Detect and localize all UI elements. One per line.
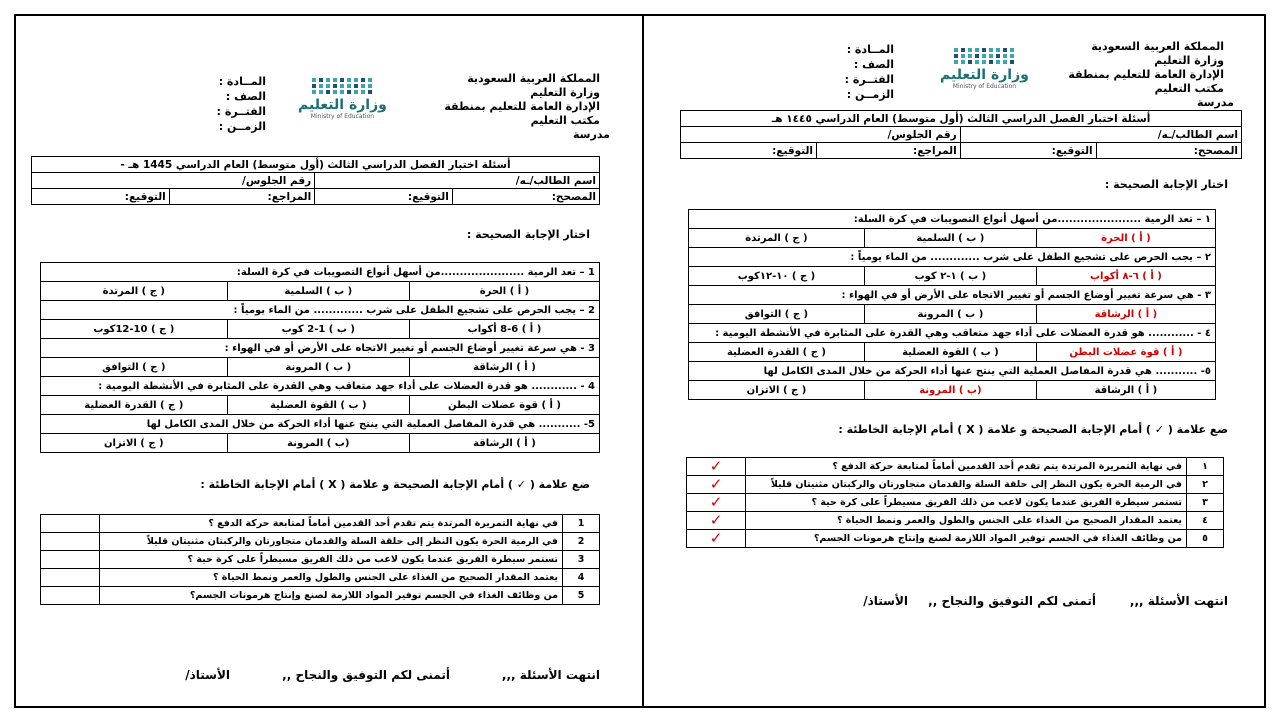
exam-meta — [217, 74, 266, 134]
statement-number: 5 — [563, 587, 600, 605]
answer-mark-cell[interactable] — [41, 587, 100, 605]
checkmark-icon: ✓ — [709, 493, 723, 511]
reviewer-sign-field: التوقيع: — [32, 189, 170, 205]
statement-text: يعتمد المقدار الصحيح من الغذاء على الجنس والطول والعمر ونمط الحياة ؟ — [746, 512, 1187, 530]
statement-row — [687, 458, 1224, 476]
option-a: ( أ ) الرشاقة — [1036, 305, 1215, 324]
logo-english-text: Ministry of Education — [952, 83, 1017, 90]
option-c: ( ج ) 10-12كوب — [41, 320, 228, 339]
question-text: 5- ........... هي قدرة المفاصل العملية التي ينتج عنها أداء الحركة من خلال المدى الكامل لها — [41, 415, 600, 434]
kingdom-label: المملكة العربية السعودية — [1091, 40, 1224, 53]
section1-title: اختار الإجابة الصحيحة : — [1104, 178, 1228, 191]
student-info-table — [680, 110, 1242, 159]
options-row — [41, 396, 600, 415]
statement-text: من وظائف الغذاء في الجسم توفير المواد اللازمة لصنع وإنتاج هرمونات الجسم؟ — [746, 530, 1187, 548]
statement-number: ٣ — [1187, 494, 1224, 512]
statement-text: يعتمد المقدار الصحيح من الغذاء على الجنس والطول والعمر ونمط الحياة ؟ — [100, 569, 563, 587]
question-row — [41, 301, 600, 320]
mcq-table — [40, 262, 600, 453]
answer-mark-cell[interactable] — [687, 458, 746, 476]
answer-mark-cell[interactable] — [687, 512, 746, 530]
options-row — [689, 343, 1216, 362]
period-label: الفتــرة : — [844, 73, 894, 86]
seat-number-field: رقم الجلوس/ — [681, 127, 961, 143]
statement-row — [41, 551, 600, 569]
page-divider — [642, 16, 644, 706]
options-row — [41, 358, 600, 377]
option-a: ( أ ) ٦-٨ أكواب — [1036, 267, 1215, 286]
question-text: 4 - ............ هو قدرة العضلات على أداء جهد متعاقب وهي القدرة على المثابرة في الأنشطة اليومية : — [41, 377, 600, 396]
statement-text: من وظائف الغذاء في الجسم توفير المواد اللازمة لصنع وإنتاج هرمونات الجسم؟ — [100, 587, 563, 605]
statement-row — [687, 530, 1224, 548]
statement-number: ٥ — [1187, 530, 1224, 548]
footer-end: انتهت الأسئلة ,,, — [1129, 594, 1228, 608]
statement-row — [41, 569, 600, 587]
reviewer-sign-field: التوقيع: — [681, 143, 817, 159]
statement-row — [41, 533, 600, 551]
logo-english-text: Ministry of Education — [310, 113, 375, 120]
statement-text: تستمر سيطرة الفريق عندما يكون لاعب من ذلك الفريق مسيطراً على كرة حية ؟ — [746, 494, 1187, 512]
footer-wish: أتمنى لكم التوفيق والنجاح ,, — [282, 668, 450, 682]
subject-label: المــادة : — [218, 75, 266, 88]
option-c: ( ج ) الاتزان — [41, 434, 228, 453]
exam-title: أسئلة اختبار الفصل الدراسي الثالث (أول متوسط) العام الدراسي ١٤٤٥ هـ — [681, 111, 1242, 127]
school-header — [1068, 40, 1234, 110]
option-c: ( ج ) المرتدة — [41, 282, 228, 301]
checkmark-icon: ✓ — [709, 529, 723, 547]
option-c: ( ج ) التوافق — [689, 305, 865, 324]
option-a: ( أ ) قوة عضلات البطن — [1036, 343, 1215, 362]
footer-teacher: الأستاذ/ — [863, 594, 908, 608]
corrector-field: المصحح: — [1096, 143, 1241, 159]
office-label: مكتب التعليم — [1154, 82, 1224, 95]
corrector-sign-field: التوقيع: — [315, 189, 453, 205]
option-a: ( أ ) الحرة — [409, 282, 599, 301]
statement-number: 1 — [563, 515, 600, 533]
statement-text: في الرمية الحرة يكون النظر إلى حلقة السلة والقدمان متجاورتان والركبتان مثنيتان قليلاً — [100, 533, 563, 551]
option-b: ( ب ) 1-2 كوب — [227, 320, 409, 339]
ministry-label: وزارة التعليم — [530, 86, 600, 99]
question-text: ٥- ........... هي قدرة المفاصل العملية التي ينتج عنها أداء الحركة من خلال المدى الكامل لها — [689, 362, 1216, 381]
checkmark-icon: ✓ — [709, 511, 723, 529]
option-b: ( ب ) ١-٢ كوب — [864, 267, 1036, 286]
checkmark-icon: ✓ — [709, 457, 723, 475]
answer-mark-cell[interactable] — [687, 494, 746, 512]
options-row — [689, 381, 1216, 400]
student-name-field: اسم الطالب/ـه/ — [960, 127, 1241, 143]
option-b: (ب ) المرونة — [227, 434, 409, 453]
options-row — [689, 305, 1216, 324]
school-label: مدرسة — [573, 128, 610, 141]
option-b: ( ب ) المرونة — [864, 305, 1036, 324]
question-text: 2 – يجب الحرص على تشجيع الطفل على شرب ............. من الماء يومياً : — [41, 301, 600, 320]
period-label: الفتــرة : — [216, 105, 266, 118]
question-row — [689, 362, 1216, 381]
reviewer-field: المراجع: — [169, 189, 314, 205]
question-text: 3 - هي سرعة تغيير أوضاع الجسم أو تغيير الاتجاه على الأرض أو في الهواء : — [41, 339, 600, 358]
question-row — [689, 248, 1216, 267]
statement-number: 4 — [563, 569, 600, 587]
answer-mark-cell[interactable] — [41, 551, 100, 569]
school-label: مدرسة — [1197, 96, 1234, 109]
question-row — [41, 263, 600, 282]
statement-text: في نهاية التمريرة المرتدة يتم تقدم أحد القدمين أماماً لمتابعة حركة الدفع ؟ — [100, 515, 563, 533]
option-a: ( أ ) 6-8 أكواب — [409, 320, 599, 339]
ministry-logo — [298, 78, 387, 120]
statement-number: ٢ — [1187, 476, 1224, 494]
grade-label: الصف : — [853, 58, 894, 71]
footer-teacher: الأستاذ/ — [185, 668, 230, 682]
exam-title: أسئلة اختبار الفصل الدراسي الثالث (أول متوسط) العام الدراسي 1445 هـ - — [32, 157, 600, 173]
student-info-table — [31, 156, 600, 205]
option-b: ( ب ) القوة العضلية — [227, 396, 409, 415]
time-label: الزمــن : — [218, 120, 266, 133]
exam-sheet-answer-key — [646, 16, 1264, 706]
question-text: ٣ - هي سرعة تغيير أوضاع الجسم أو تغيير الاتجاه على الأرض أو في الهواء : — [689, 286, 1216, 305]
option-c: ( ج ) المرتدة — [689, 229, 865, 248]
question-text: 1 – تعد الرمية ......................من أسهل أنواع التصويبات في كرة السلة: — [41, 263, 600, 282]
kingdom-label: المملكة العربية السعودية — [467, 72, 600, 85]
seat-number-field: رقم الجلوس/ — [32, 173, 315, 189]
school-header — [444, 72, 610, 142]
statement-text: في الرمية الحرة يكون النظر إلى حلقة السلة والقدمان متجاورتان والركبتان مثنيتان قليلاً — [746, 476, 1187, 494]
option-a: ( أ ) الرشاقة — [409, 358, 599, 377]
statement-number: 3 — [563, 551, 600, 569]
logo-text: وزارة التعليم — [298, 97, 387, 113]
mcq-table — [688, 209, 1216, 400]
option-a: ( أ ) الرشاقة — [1036, 381, 1215, 400]
option-b: (ب ) المرونة — [864, 381, 1036, 400]
statement-number: 2 — [563, 533, 600, 551]
question-row — [689, 286, 1216, 305]
section2-title: ضع علامة ( ✓ ) أمام الإجابة الصحيحة و علامة ( X ) أمام الإجابة الخاطئة : — [200, 478, 590, 491]
statement-row — [41, 515, 600, 533]
option-b: ( ب ) المرونة — [227, 358, 409, 377]
options-row — [41, 434, 600, 453]
corrector-sign-field: التوقيع: — [960, 143, 1096, 159]
statement-number: ٤ — [1187, 512, 1224, 530]
true-false-table — [40, 514, 600, 605]
question-row — [41, 377, 600, 396]
grade-label: الصف : — [225, 90, 266, 103]
option-c: ( ج ) القدرة العضلية — [41, 396, 228, 415]
options-row — [689, 229, 1216, 248]
corrector-field: المصحح: — [452, 189, 599, 205]
statement-row — [687, 494, 1224, 512]
admin-label: الإدارة العامة للتعليم بمنطقة — [444, 100, 600, 113]
options-row — [689, 267, 1216, 286]
option-c: ( ج ) القدرة العضلية — [689, 343, 865, 362]
statement-number: ١ — [1187, 458, 1224, 476]
section2-title: ضع علامة ( ✓ ) أمام الإجابة الصحيحة و علامة ( X ) أمام الإجابة الخاطئة : — [838, 423, 1228, 436]
statement-text: تستمر سيطرة الفريق عندما يكون لاعب من ذلك الفريق مسيطراً على كرة حية ؟ — [100, 551, 563, 569]
logo-text: وزارة التعليم — [940, 67, 1029, 83]
statement-row — [687, 476, 1224, 494]
option-c: ( ج ) التوافق — [41, 358, 228, 377]
option-a: ( أ ) قوة عضلات البطن — [409, 396, 599, 415]
ministry-label: وزارة التعليم — [1154, 54, 1224, 67]
footer-wish: أتمنى لكم التوفيق والنجاح ,, — [928, 594, 1096, 608]
option-b: ( ب ) السلمية — [227, 282, 409, 301]
question-row — [689, 324, 1216, 343]
office-label: مكتب التعليم — [530, 114, 600, 127]
statement-row — [41, 587, 600, 605]
checkmark-icon: ✓ — [709, 475, 723, 493]
subject-label: المــادة : — [846, 43, 894, 56]
footer-end: انتهت الأسئلة ,,, — [501, 668, 600, 682]
time-label: الزمــن : — [846, 88, 894, 101]
answer-mark-cell[interactable] — [687, 476, 746, 494]
true-false-table — [686, 457, 1224, 548]
option-a: ( أ ) الحرة — [1036, 229, 1215, 248]
question-text: ٤ - ............ هو قدرة العضلات على أداء جهد متعاقب وهي القدرة على المثابرة في الأنشطة اليومية : — [689, 324, 1216, 343]
question-row — [689, 210, 1216, 229]
ministry-logo — [940, 48, 1029, 90]
option-b: ( ب ) القوة العضلية — [864, 343, 1036, 362]
admin-label: الإدارة العامة للتعليم بمنطقة — [1068, 68, 1224, 81]
answer-mark-cell[interactable] — [41, 515, 100, 533]
question-row — [41, 415, 600, 434]
exam-meta — [845, 42, 894, 102]
answer-mark-cell[interactable] — [41, 569, 100, 587]
section1-title: اختار الإجابة الصحيحة : — [466, 228, 590, 241]
option-a: ( أ ) الرشاقة — [409, 434, 599, 453]
student-name-field: اسم الطالب/ـه/ — [315, 173, 600, 189]
option-b: ( ب ) السلمية — [864, 229, 1036, 248]
answer-mark-cell[interactable] — [41, 533, 100, 551]
answer-mark-cell[interactable] — [687, 530, 746, 548]
option-c: ( ج ) ١٠-١٢كوب — [689, 267, 865, 286]
reviewer-field: المراجع: — [817, 143, 961, 159]
exam-sheet-blank — [16, 16, 640, 706]
options-row — [41, 282, 600, 301]
statement-row — [687, 512, 1224, 530]
question-text: ١ – تعد الرمية ......................من أسهل أنواع التصويبات في كرة السلة: — [689, 210, 1216, 229]
options-row — [41, 320, 600, 339]
option-c: ( ج ) الاتزان — [689, 381, 865, 400]
statement-text: في نهاية التمريرة المرتدة يتم تقدم أحد القدمين أماماً لمتابعة حركة الدفع ؟ — [746, 458, 1187, 476]
question-row — [41, 339, 600, 358]
question-text: ٢ – يجب الحرص على تشجيع الطفل على شرب ............. من الماء يومياً : — [689, 248, 1216, 267]
